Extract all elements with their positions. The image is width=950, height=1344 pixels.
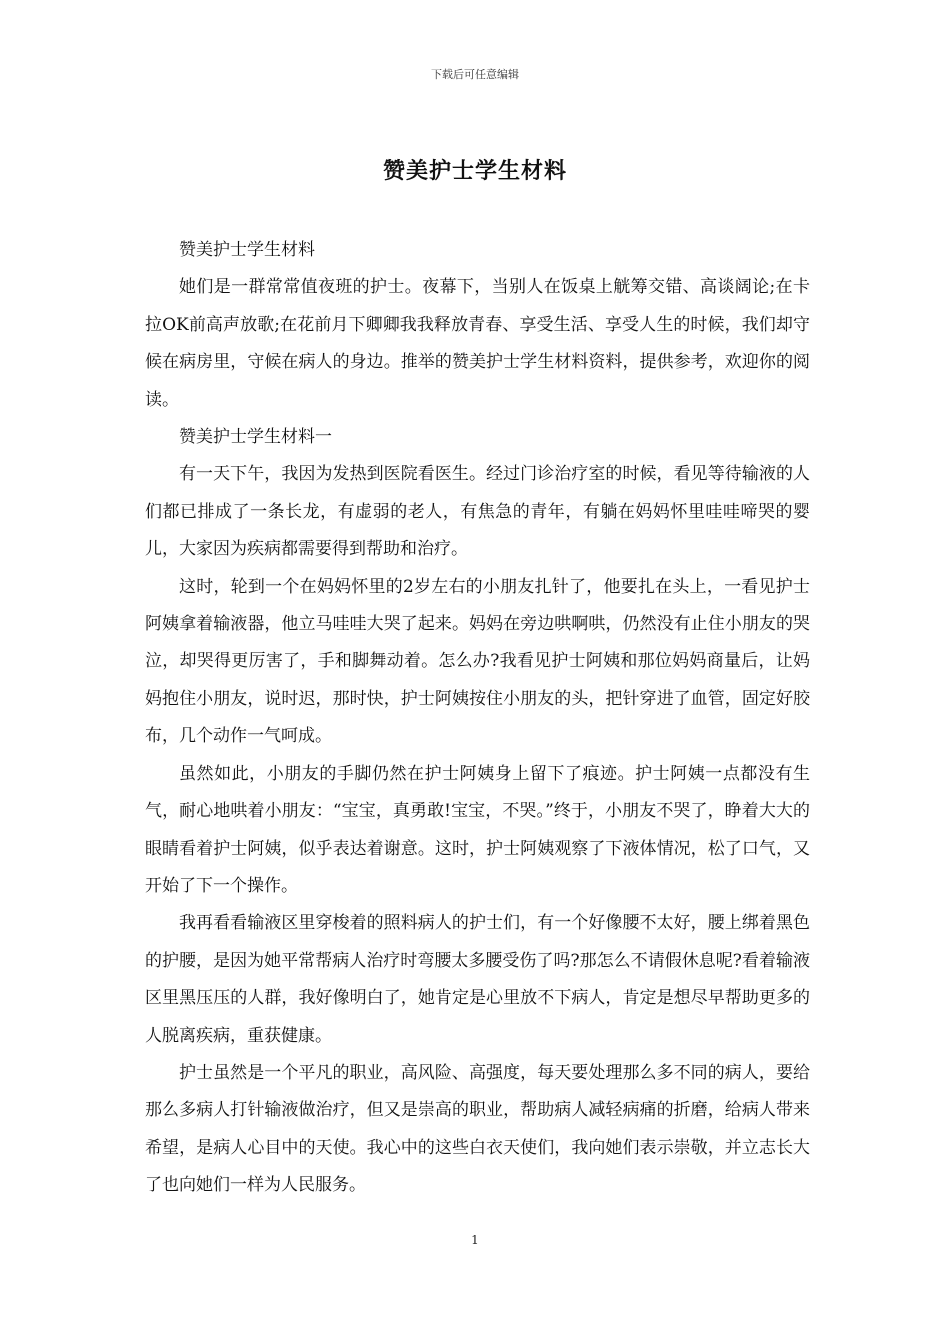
paragraph-body: 我再看看输液区里穿梭着的照料病人的护士们，有一个好像腰不太好，腰上绑着黑色的护腰，是因为她平常帮病人治疗时弯腰太多腰受伤了吗?那怎么不请假休息呢?看着输液区里黑压压的人群，我好像明白了，她肯定是心里放不下病人，肯定是想尽早帮助更多的人脱离疾病，重获健康。 (145, 913, 810, 1046)
document-title: 赞美护士学生材料 (382, 158, 567, 184)
paragraph-section-heading: 赞美护士学生材料 (179, 240, 315, 260)
paragraph-body: 虽然如此，小朋友的手脚仍然在护士阿姨身上留下了痕迹。护士阿姨一点都没有生气，耐心地哄着小朋友：“宝宝，真勇敢!宝宝，不哭。”终于，小朋友不哭了，睁着大大的眼睛看着护士阿姨，似乎表达着谢意。这时，护士阿姨观察了下液体情况，松了口气，又开始了下一个操作。 (145, 763, 810, 896)
header-note: 下载后可任意编辑 (431, 68, 519, 81)
paragraph-body: 有一天下午，我因为发热到医院看医生。经过门诊治疗室的时候，看见等待输液的人们都已排成了一条长龙，有虚弱的老人，有焦急的青年，有躺在妈妈怀里哇哇啼哭的婴儿，大家因为疾病都需要得到帮助和治疗。 (145, 464, 810, 560)
page-number: 1 (471, 1233, 479, 1247)
paragraph-intro: 她们是一群常常值夜班的护士。夜幕下，当别人在饭桌上觥筹交错、高谈阔论;在卡拉OK前高声放歌;在花前月下卿卿我我释放青春、享受生活、享受人生的时候，我们却守候在病房里，守候在病人的身边。推举的赞美护士学生材料资料，提供参考，欢迎你的阅读。 (145, 277, 810, 410)
paragraph-body: 这时，轮到一个在妈妈怀里的2岁左右的小朋友扎针了，他要扎在头上，一看见护士阿姨拿着输液器，他立马哇哇大哭了起来。妈妈在旁边哄啊哄，仍然没有止住小朋友的哭泣，却哭得更厉害了，手和脚舞动着。怎么办?我看见护士阿姨和那位妈妈商量后，让妈妈抱住小朋友，说时迟，那时快，护士阿姨按住小朋友的头，把针穿进了血管，固定好胶布，几个动作一气呵成。 (145, 576, 810, 747)
paragraph-body: 护士虽然是一个平凡的职业，高风险、高强度，每天要处理那么多不同的病人，要给那么多病人打针输液做治疗，但又是崇高的职业，帮助病人减轻病痛的折磨，给病人带来希望，是病人心目中的天使。我心中的这些白衣天使们，我向她们表示崇敬，并立志长大了也向她们一样为人民服务。 (145, 1062, 810, 1196)
document-body (145, 232, 810, 1205)
paragraph-subheading: 赞美护士学生材料一 (179, 427, 332, 448)
